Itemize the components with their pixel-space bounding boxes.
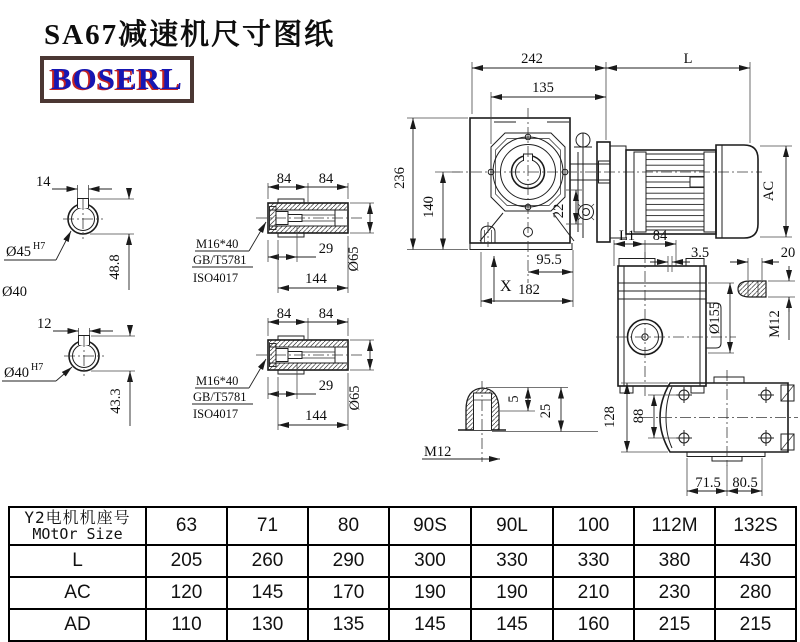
column-header: 90L: [471, 507, 553, 545]
column-header: 90S: [389, 507, 471, 545]
dim-dia40h7: Ø40: [4, 365, 29, 381]
table-cell: 135: [308, 609, 389, 641]
table-cell: 120: [146, 577, 227, 609]
row-label: L: [9, 545, 146, 577]
dim-135: 135: [532, 80, 554, 96]
dim-dia65-b: Ø65: [347, 385, 363, 411]
dim-48-8: 48.8: [107, 254, 123, 280]
table-cell: 190: [471, 577, 553, 609]
bolt-spec-1b: M16*40: [196, 374, 239, 388]
table-cell: 145: [227, 577, 308, 609]
dim-84-front: 84: [652, 228, 668, 244]
table-cell: 160: [553, 609, 634, 641]
dim-3-5: 3.5: [690, 245, 710, 261]
column-header: 63: [146, 507, 227, 545]
table-row-L: [9, 545, 796, 577]
label-M12-plug: M12: [424, 444, 452, 460]
view-hollow-shaft-lower: [192, 306, 374, 430]
dim-71-5: 71.5: [695, 475, 721, 491]
table-cell: 280: [715, 577, 796, 609]
table-cell: 300: [389, 545, 471, 577]
table-cell: 215: [634, 609, 715, 641]
dim-L: L: [683, 51, 693, 67]
label-dia40: Ø40: [2, 284, 27, 300]
column-header: 112M: [634, 507, 715, 545]
table-cell: 145: [471, 609, 553, 641]
dim-dia40h7-tol: H7: [31, 362, 44, 373]
table-cell: 170: [308, 577, 389, 609]
dim-M12-front: M12: [767, 310, 783, 338]
dim-236: 236: [392, 167, 408, 189]
page-title: SA67减速机尺寸图纸: [44, 19, 336, 51]
view-top: [602, 370, 798, 496]
table-cell: 230: [634, 577, 715, 609]
view-main-side: [392, 51, 792, 307]
motor-size-header: [9, 507, 146, 545]
column-header: 80: [308, 507, 389, 545]
table-cell: 110: [146, 609, 227, 641]
dim-X: X: [500, 278, 512, 295]
dim-dia155: Ø155: [707, 301, 723, 335]
motor-size-header-en: MOtOr Size: [32, 525, 123, 543]
view-front: [614, 228, 795, 398]
bolt-spec-2b: GB/T5781: [193, 390, 247, 404]
dim-84-b: 84: [318, 171, 334, 187]
table-cell: 215: [715, 609, 796, 641]
dim-144-a: 144: [305, 271, 327, 287]
dim-22: 22: [551, 203, 567, 219]
table-cell: 290: [308, 545, 389, 577]
dim-140: 140: [421, 196, 437, 218]
dim-L1: L1: [618, 228, 636, 244]
dim-29-b: 29: [318, 378, 334, 394]
dim-5: 5: [506, 395, 522, 403]
table-row-AD: [9, 609, 796, 641]
table-cell: 205: [146, 545, 227, 577]
view-shaft-end-bottom: [2, 316, 135, 426]
dim-144-b: 144: [305, 408, 327, 424]
dim-84-d: 84: [318, 306, 334, 322]
bolt-spec-3b: ISO4017: [193, 407, 239, 421]
column-header: 71: [227, 507, 308, 545]
dim-84-c: 84: [276, 306, 292, 322]
dim-25: 25: [538, 403, 554, 419]
view-hollow-shaft-upper: [192, 171, 374, 293]
dim-242: 242: [521, 51, 543, 67]
table-cell: 330: [553, 545, 634, 577]
column-header: 132S: [715, 507, 796, 545]
dim-182: 182: [518, 282, 540, 298]
column-header: 100: [553, 507, 634, 545]
motor-size-header-cn: Y2电机机座号: [24, 508, 131, 527]
dim-AC: AC: [761, 180, 777, 202]
dim-128: 128: [602, 406, 618, 428]
table-cell: 210: [553, 577, 634, 609]
dim-20: 20: [780, 245, 796, 261]
dim-95-5: 95.5: [536, 252, 562, 268]
table-header-row: [9, 507, 796, 545]
table-cell: 430: [715, 545, 796, 577]
dim-84-a: 84: [276, 171, 292, 187]
row-label: AD: [9, 609, 146, 641]
table-cell: 190: [389, 577, 471, 609]
dim-dia65-a: Ø65: [346, 246, 362, 272]
dim-88: 88: [631, 408, 647, 424]
dim-43-3: 43.3: [108, 388, 124, 414]
bolt-spec-2a: GB/T5781: [193, 253, 247, 267]
table-row-AC: [9, 577, 796, 609]
brand-logo-text: BOSERL: [51, 61, 183, 96]
dim-12: 12: [37, 316, 52, 332]
table-cell: 145: [389, 609, 471, 641]
dim-14: 14: [36, 174, 51, 190]
dim-dia45: Ø45: [6, 244, 31, 260]
row-label: AC: [9, 577, 146, 609]
dim-dia45-tol: H7: [33, 241, 46, 252]
table-cell: 260: [227, 545, 308, 577]
bolt-spec-3a: ISO4017: [193, 271, 239, 285]
bolt-spec-1a: M16*40: [196, 237, 239, 251]
table-cell: 380: [634, 545, 715, 577]
dim-80-5: 80.5: [732, 475, 758, 491]
view-plug-detail: [422, 381, 598, 462]
view-shaft-end-top: [2, 174, 134, 300]
dim-29-a: 29: [318, 241, 334, 257]
table-cell: 330: [471, 545, 553, 577]
table-cell: 130: [227, 609, 308, 641]
dimension-table: [8, 506, 797, 642]
